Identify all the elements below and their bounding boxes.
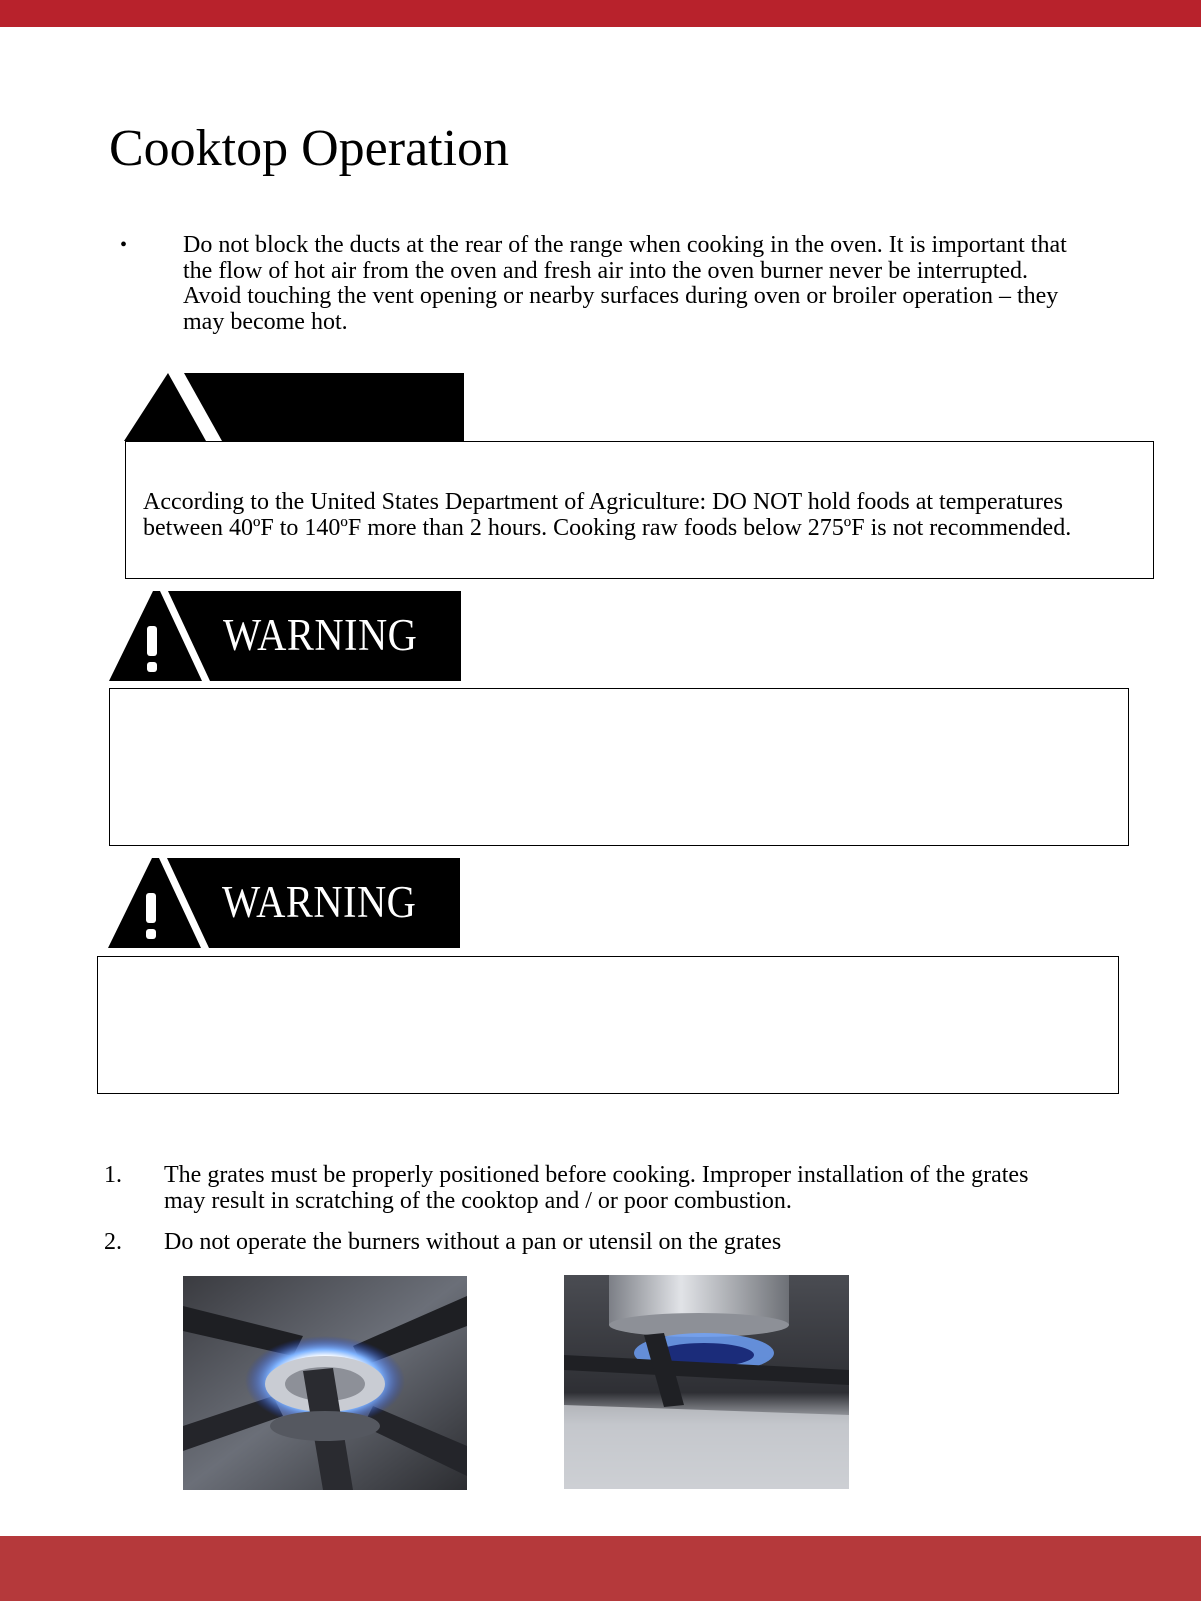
caution-triangle-icon: [124, 373, 464, 443]
warning-label: WARNING: [222, 877, 417, 927]
bullet-mark: •: [120, 234, 128, 256]
warning-box: [109, 688, 1129, 846]
step-text: The grates must be properly positioned before cooking. Improper installation of the grates may result in scratching of the cooktop and / or poor combustion.: [164, 1162, 1029, 1214]
caution-text: According to the United States Department of Agriculture: DO NOT hold foods at temperatures between 40ºF to 140ºF more than 2 hours. Cooking raw foods below 275ºF is not recommended.: [143, 489, 1072, 541]
steps-list: [104, 1163, 1084, 1272]
caution-banner: [124, 373, 464, 443]
page-title: Cooktop Operation: [109, 120, 510, 177]
warning-label: WARNING: [223, 610, 418, 660]
list-item: [104, 1163, 1084, 1214]
warning-box: [97, 956, 1119, 1094]
warning-banner: [108, 858, 460, 950]
top-color-band: [0, 0, 1201, 27]
bullet-text: Do not block the ducts at the rear of the range when cooking in the oven. It is important that the flow of hot air from the oven and fresh air into the oven burner never be interrupted. Avoid touching the vent opening or nearby surfaces during oven or broiler operation – they may become hot.: [183, 232, 1067, 335]
bottom-color-band: [0, 1536, 1201, 1601]
warning-banner: [109, 591, 461, 683]
step-text: Do not operate the burners without a pan or utensil on the grates: [164, 1229, 782, 1255]
step-number: 1.: [104, 1162, 122, 1188]
caution-box: [125, 441, 1154, 579]
list-item: [104, 1230, 1084, 1256]
burner-with-pan-photo: [564, 1275, 849, 1489]
step-number: 2.: [104, 1229, 122, 1255]
burner-flame-photo: [183, 1276, 467, 1490]
